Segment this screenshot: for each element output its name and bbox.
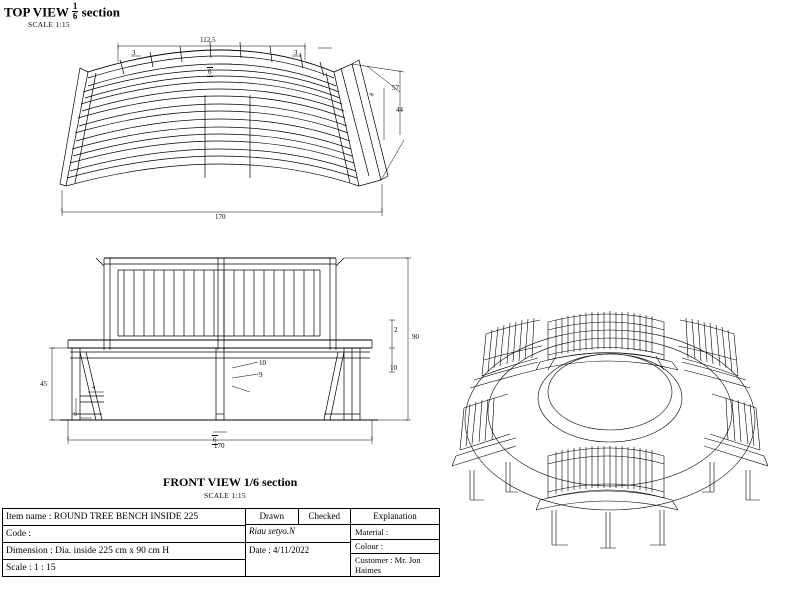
dim-detail-4: 4 — [92, 385, 95, 391]
dim-top-width: 112.5 — [200, 36, 216, 44]
checked-header: Checked — [308, 511, 340, 521]
dim-seat-height: 45 — [40, 380, 47, 388]
code-row: Code : — [3, 526, 245, 543]
explanation-header: Explanation — [351, 509, 439, 525]
top-view-scale: SCALE 1:15 — [28, 20, 70, 29]
scale-row: Scale : 1 : 15 — [6, 563, 56, 573]
colour-row: Colour : — [351, 540, 439, 555]
drawn-checked-header — [246, 509, 350, 525]
dim-overall-height: 90 — [412, 333, 419, 341]
dim-right-edge: 3 — [294, 49, 298, 57]
isometric-view-geometry — [452, 311, 768, 548]
top-view-geometry — [60, 42, 388, 186]
date-cell: Date : 4/11/2022 — [249, 545, 310, 555]
dim-top-inner-mark: 6 — [208, 68, 212, 76]
drawn-header: Drawn — [246, 509, 299, 524]
dim-right-depth: 57 — [392, 84, 399, 92]
title-block-right — [351, 509, 439, 576]
dim-front-bottom-width: 170 — [214, 442, 225, 450]
title-block-left — [3, 509, 246, 576]
dim-right-small: 8 — [369, 92, 376, 98]
dim-top-bottom-width: 170 — [215, 213, 226, 221]
drawn-signature: Riau setyo.N — [246, 525, 350, 543]
dim-slat-gap-2: 10 — [390, 364, 397, 372]
dim-detail-9: 9 — [259, 371, 263, 379]
dim-front-inner-mark: 6 — [213, 436, 217, 444]
dim-right-depth2: 44 — [396, 106, 403, 114]
top-view-title-suffix: section — [81, 4, 120, 20]
dim-left-edge: 3 — [132, 49, 136, 57]
title-block — [2, 508, 440, 577]
front-view-geometry — [60, 258, 378, 420]
top-view-dimensions — [62, 43, 404, 216]
front-view-scale: SCALE 1:15 — [204, 491, 246, 500]
dim-detail-9b: 9 — [74, 412, 77, 418]
customer-row: Customer : Mr. Jon Haimes — [355, 555, 421, 575]
front-view-dimensions — [49, 258, 411, 444]
dimension-row: Dimension : Dia. inside 225 cm x 90 cm H — [3, 543, 245, 560]
dim-top-rail: 2 — [394, 326, 398, 334]
top-view-title-text: TOP VIEW — [4, 4, 69, 20]
top-view-fraction: $\frac{1}{6}$ — [72, 1, 78, 22]
title-block-middle — [246, 509, 351, 576]
front-view-title: FRONT VIEW 1/6 section — [163, 475, 298, 489]
item-name-row: Item name : ROUND TREE BENCH INSIDE 225 — [3, 509, 245, 526]
top-view-title — [4, 2, 120, 22]
material-row: Material : — [351, 525, 439, 540]
dim-slat-gap-1: 10 — [259, 359, 266, 367]
